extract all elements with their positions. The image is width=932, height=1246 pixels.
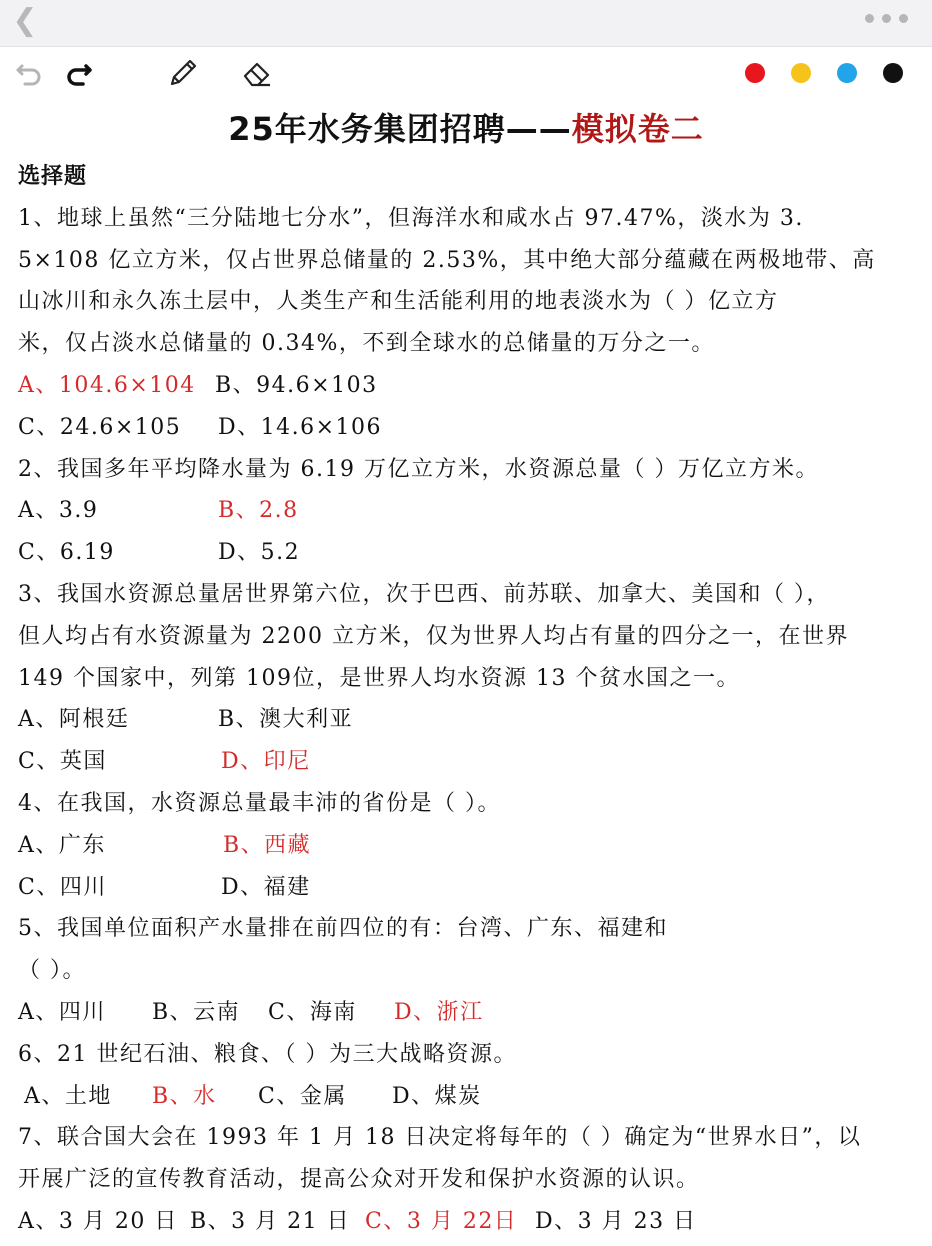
question-1-text: 5×108 亿立方米，仅占世界总储量的 2.53%，其中绝大部分蕴藏在两极地带、高: [18, 247, 876, 273]
color-black-swatch[interactable]: [883, 63, 903, 83]
option-c: C、海南: [268, 999, 357, 1025]
option-b: B、澳大利亚: [218, 707, 354, 733]
option-c: C、金属: [258, 1083, 347, 1109]
ellipsis-dot: [882, 14, 891, 23]
option-d: D、福建: [221, 874, 311, 900]
option-c: C、四川: [18, 874, 107, 900]
option-b: B、94.6×103: [215, 372, 378, 398]
option-d-answer: D、印尼: [221, 749, 311, 775]
pencil-icon[interactable]: [166, 56, 200, 90]
question-1-options: [18, 407, 918, 449]
option-a: A、广东: [18, 832, 106, 858]
page-title: [0, 106, 932, 152]
option-a: A、阿根廷: [18, 707, 130, 733]
option-a-answer: A、104.6×104: [18, 372, 196, 398]
top-bar: [0, 0, 932, 47]
option-b-answer: B、西藏: [223, 832, 312, 858]
question-6-options: [18, 1076, 918, 1118]
undo-icon[interactable]: [12, 56, 46, 90]
question-3-options: [18, 741, 918, 783]
option-c-answer: C、3 月 22日: [365, 1208, 518, 1234]
option-c: C、英国: [18, 749, 107, 775]
option-a: A、3 月 20 日: [18, 1208, 178, 1234]
question-3-text: 3、我国水资源总量居世界第六位，次于巴西、前苏联、加拿大、美国和（ ），: [18, 581, 830, 607]
option-b-answer: B、水: [152, 1083, 217, 1109]
ellipsis-dot: [865, 14, 874, 23]
title-main: 25年水务集团招聘——: [228, 110, 572, 148]
question-2-options: [18, 490, 918, 532]
question-3-text: 但人均占有水资源量为 2200 立方米，仅为世界人均占有量的四分之一，在世界: [18, 623, 849, 649]
question-3-options: [18, 699, 918, 741]
chevron-left-icon[interactable]: ❮: [12, 3, 38, 38]
question-1-text: 1、地球上虽然“三分陆地七分水”，但海洋水和咸水占 97.47%，淡水为 3.: [18, 205, 804, 231]
color-red-swatch[interactable]: [745, 63, 765, 83]
question-7-options: [18, 1201, 918, 1243]
question-6-text: 6、21 世纪石油、粮食、（ ）为三大战略资源。: [18, 1041, 517, 1067]
option-d-answer: D、浙江: [394, 999, 484, 1025]
option-c: C、6.19: [18, 540, 115, 566]
question-7-text: 7、联合国大会在 1993 年 1 月 18 日决定将每年的（ ）确定为“世界水日”，以: [18, 1125, 862, 1151]
option-a: A、3.9: [18, 498, 99, 524]
question-4-options: [18, 867, 918, 909]
option-c: C、24.6×105: [18, 414, 182, 440]
question-5-text: （ ）。: [18, 958, 86, 984]
ellipsis-dot: [899, 14, 908, 23]
question-2-options: [18, 532, 918, 574]
ellipsis-icon[interactable]: [865, 14, 908, 23]
option-a: A、土地: [24, 1083, 112, 1109]
document-body: [18, 156, 918, 1243]
question-1-text: 米，仅占淡水总储量的 0.34%，不到全球水的总储量的万分之一。: [18, 331, 715, 357]
question-1-text: 山冰川和永久冻土层中，人类生产和生活能利用的地表淡水为（ ）亿立方: [18, 289, 779, 315]
title-highlight: 模拟卷二: [571, 110, 704, 148]
question-5-options: [18, 992, 918, 1034]
section-heading: 选择题: [18, 164, 88, 189]
option-d: D、3 月 23 日: [535, 1208, 697, 1234]
redo-icon[interactable]: [62, 56, 96, 90]
question-2-text: 2、我国多年平均降水量为 6.19 万亿立方米，水资源总量（ ）万亿立方米。: [18, 456, 819, 482]
option-d: D、煤炭: [392, 1083, 482, 1109]
question-4-options: [18, 825, 918, 867]
question-1-options: [18, 365, 918, 407]
eraser-icon[interactable]: [240, 56, 274, 90]
option-d: D、5.2: [218, 540, 301, 566]
color-blue-swatch[interactable]: [837, 63, 857, 83]
option-b-answer: B、2.8: [218, 498, 299, 524]
question-5-text: 5、我国单位面积产水量排在前四位的有：台湾、广东、福建和: [18, 916, 668, 942]
color-yellow-swatch[interactable]: [791, 63, 811, 83]
option-b: B、云南: [152, 999, 241, 1025]
option-d: D、14.6×106: [218, 414, 383, 440]
question-4-text: 4、在我国，水资源总量最丰沛的省份是（ ）。: [18, 790, 501, 816]
option-b: B、3 月 21 日: [190, 1208, 351, 1234]
option-a: A、四川: [18, 999, 106, 1025]
question-7-text: 开展广泛的宣传教育活动，提高公众对开发和保护水资源的认识。: [18, 1167, 700, 1193]
question-3-text: 149 个国家中，列第 109位，是世界人均水资源 13 个贫水国之一。: [18, 665, 740, 691]
